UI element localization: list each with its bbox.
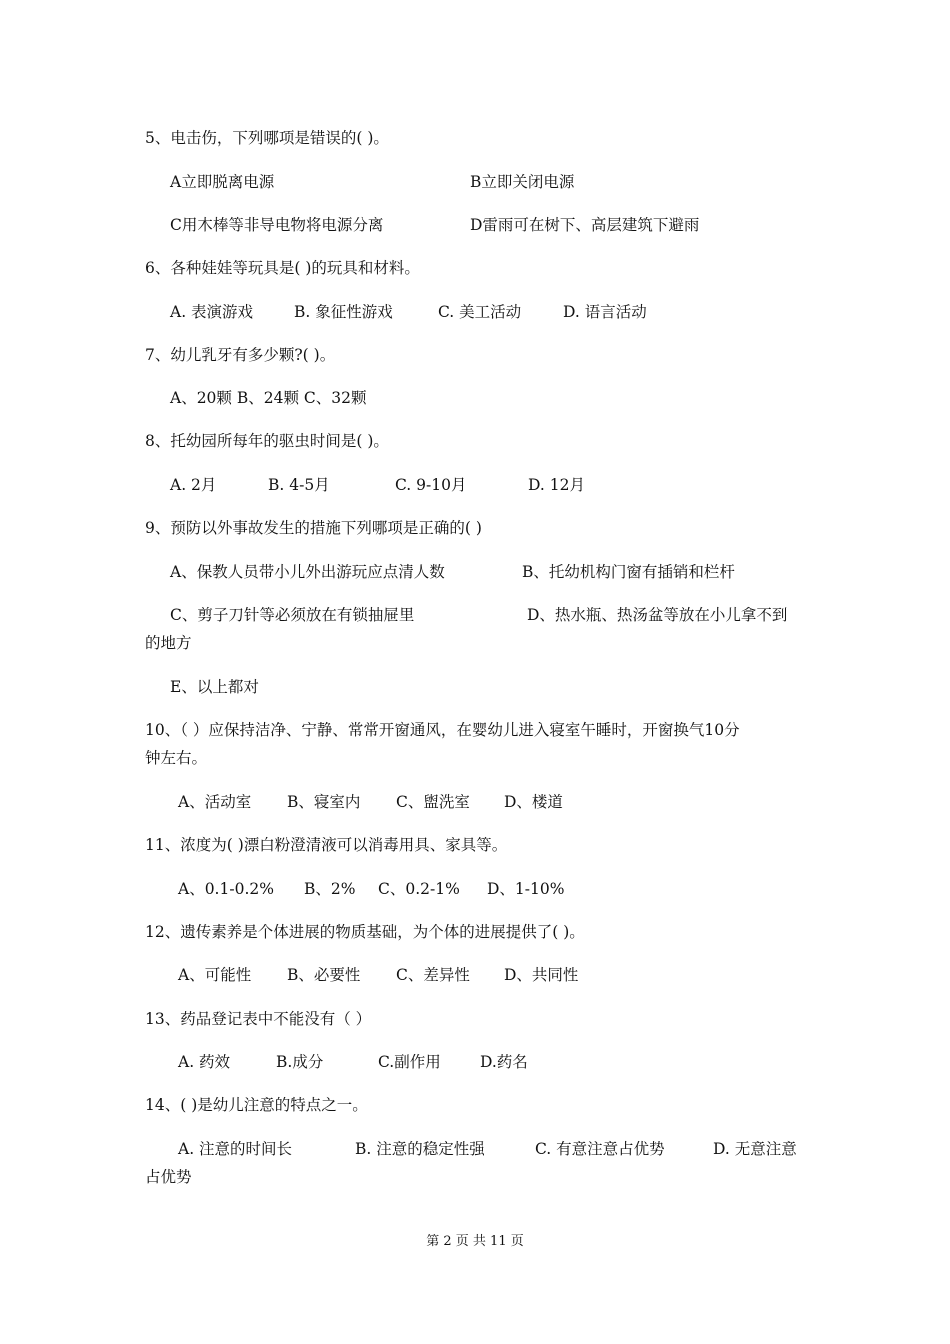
- question-5-option-a: A立即脱离电源: [170, 173, 275, 191]
- question-10-stem: 10、（ ）应保持洁净、宁静、常常开窗通风，在婴幼儿进入寝室午睡时，开窗换气10分: [145, 721, 740, 739]
- question-14-option-d: D. 无意注意: [713, 1140, 797, 1158]
- question-10-option-a: A、活动室: [178, 793, 252, 811]
- question-14-option-c: C. 有意注意占优势: [535, 1140, 665, 1158]
- question-9-option-a: A、保教人员带小儿外出游玩应点清人数: [170, 563, 445, 581]
- question-9-option-c: C、剪子刀针等必须放在有锁抽屉里: [170, 606, 415, 624]
- question-7-stem: 7、幼儿乳牙有多少颗?( )。: [145, 346, 336, 364]
- question-12-option-c: C、差异性: [396, 966, 470, 984]
- question-11-option-b: B、2%: [304, 880, 356, 898]
- question-6-option-a: A. 表演游戏: [170, 303, 254, 321]
- question-9-option-d: D、热水瓶、热汤盆等放在小儿拿不到: [527, 606, 788, 624]
- question-6-stem: 6、各种娃娃等玩具是( )的玩具和材料。: [145, 259, 420, 277]
- question-7-options: A、20颗 B、24颗 C、32颗: [170, 389, 367, 407]
- question-14-stem: 14、( )是幼儿注意的特点之一。: [145, 1096, 368, 1114]
- question-9-option-d-continued: 的地方: [145, 634, 192, 652]
- page-number-footer: 第 2 页 共 11 页: [426, 1234, 524, 1249]
- question-5-stem: 5、电击伤，下列哪项是错误的( )。: [145, 129, 389, 147]
- question-5-option-c: C用木棒等非导电物将电源分离: [170, 216, 384, 234]
- question-8-stem: 8、托幼园所每年的驱虫时间是( )。: [145, 432, 389, 450]
- question-14-option-d-continued: 占优势: [145, 1168, 192, 1186]
- question-13-option-c: C.副作用: [378, 1053, 441, 1071]
- question-13-option-a: A. 药效: [178, 1053, 231, 1071]
- question-13-option-d: D.药名: [480, 1053, 528, 1071]
- question-11-option-a: A、0.1-0.2%: [178, 880, 274, 898]
- question-11-option-c: C、0.2-1%: [378, 880, 460, 898]
- question-8-option-d: D. 12月: [528, 476, 585, 494]
- question-8-option-c: C. 9-10月: [395, 476, 467, 494]
- question-14-option-b: B. 注意的稳定性强: [355, 1140, 485, 1158]
- question-5-option-b: B立即关闭电源: [470, 173, 575, 191]
- question-12-option-a: A、可能性: [178, 966, 252, 984]
- question-11-stem: 11、浓度为( )漂白粉澄清液可以消毒用具、家具等。: [145, 836, 508, 854]
- question-8-option-a: A. 2月: [170, 476, 217, 494]
- question-10-option-d: D、楼道: [504, 793, 563, 811]
- question-14-option-a: A. 注意的时间长: [178, 1140, 293, 1158]
- question-11-option-d: D、1-10%: [487, 880, 565, 898]
- question-13-stem: 13、药品登记表中不能没有（ ）: [145, 1010, 372, 1028]
- question-6-option-d: D. 语言活动: [563, 303, 647, 321]
- question-6-option-b: B. 象征性游戏: [294, 303, 393, 321]
- question-12-option-b: B、必要性: [287, 966, 361, 984]
- question-9-stem: 9、预防以外事故发生的措施下列哪项是正确的( ): [145, 519, 482, 537]
- question-10-stem-continued: 钟左右。: [145, 749, 208, 767]
- question-6-option-c: C. 美工活动: [438, 303, 522, 321]
- question-10-option-b: B、寝室内: [287, 793, 361, 811]
- question-5-option-d: D雷雨可在树下、高层建筑下避雨: [470, 216, 700, 234]
- question-9-option-e: E、以上都对: [170, 678, 259, 696]
- question-12-option-d: D、共同性: [504, 966, 579, 984]
- question-8-option-b: B. 4-5月: [268, 476, 330, 494]
- question-9-option-b: B、托幼机构门窗有插销和栏杆: [522, 563, 735, 581]
- question-10-option-c: C、盥洗室: [396, 793, 470, 811]
- question-12-stem: 12、遗传素养是个体进展的物质基础，为个体的进展提供了( )。: [145, 923, 585, 941]
- question-13-option-b: B.成分: [276, 1053, 324, 1071]
